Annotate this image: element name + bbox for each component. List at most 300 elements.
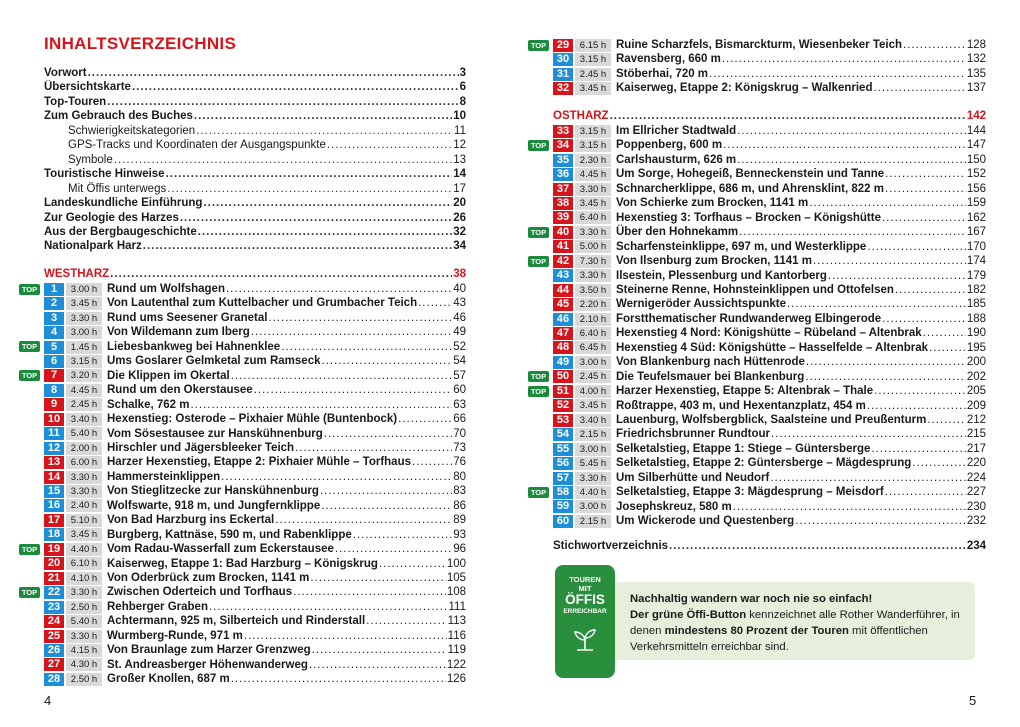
tour-duration: 3.30 h bbox=[575, 183, 611, 196]
tour-number: 42 bbox=[553, 255, 573, 268]
tour-row bbox=[44, 427, 466, 441]
tour-page: 52 bbox=[453, 340, 466, 353]
tour-name: Selketalstieg, Etappe 1: Stiege – Güntersberge bbox=[616, 442, 871, 455]
tour-page: 220 bbox=[966, 457, 986, 470]
toc-entry-page: 34 bbox=[453, 240, 466, 253]
tour-leader bbox=[324, 427, 452, 441]
tour-page: 57 bbox=[453, 369, 466, 382]
tour-leader bbox=[912, 456, 966, 470]
tour-row bbox=[44, 571, 466, 585]
tour-number: 17 bbox=[44, 514, 64, 527]
tour-duration: 4.40 h bbox=[575, 486, 611, 499]
toc-entry-row bbox=[44, 239, 466, 253]
tour-page: 205 bbox=[966, 385, 986, 398]
tour-leader bbox=[737, 124, 966, 138]
tour-row bbox=[21, 282, 466, 296]
tour-name: Von Oderbrück zum Brocken, 1141 m bbox=[107, 572, 310, 584]
toc-entry-label: GPS-Tracks und Koordinaten der Ausgangspunkte bbox=[68, 139, 326, 152]
tour-duration: 6.00 h bbox=[66, 456, 102, 469]
tour-number: 13 bbox=[44, 456, 64, 469]
tour-name: Ravensberg, 660 m bbox=[616, 53, 721, 66]
tour-page: 116 bbox=[447, 629, 466, 642]
tour-page: 73 bbox=[453, 441, 466, 454]
tour-duration: 6.10 h bbox=[66, 557, 102, 570]
tour-name: Von Wildemann zum Iberg bbox=[107, 326, 250, 339]
tour-duration: 3.15 h bbox=[575, 53, 611, 66]
tour-leader bbox=[268, 311, 452, 325]
tour-row bbox=[553, 413, 986, 427]
tour-page: 209 bbox=[966, 399, 986, 412]
tour-number: 47 bbox=[553, 327, 573, 340]
tour-leader bbox=[312, 643, 447, 657]
tour-name: Liebesbankweg bei Hahnenklee bbox=[107, 340, 281, 353]
tour-leader bbox=[231, 672, 446, 686]
tour-page: 232 bbox=[966, 515, 986, 528]
tour-leader bbox=[723, 138, 966, 152]
tour-page: 152 bbox=[966, 168, 986, 181]
tour-leader bbox=[867, 399, 966, 413]
tour-leader bbox=[379, 557, 446, 571]
tour-leader bbox=[709, 67, 966, 81]
tour-page: 126 bbox=[446, 673, 466, 686]
toc-entry-leader bbox=[327, 138, 452, 152]
tour-name: Josephskreuz, 580 m bbox=[616, 500, 732, 513]
tour-name: Harzer Hexenstieg, Etappe 2: Pixhaier Mühle – Torfhaus bbox=[107, 456, 411, 469]
tour-name: Ruine Scharzfels, Bismarckturm, Wiesenbeker Teich bbox=[616, 39, 903, 51]
tour-name: Von Lautenthal zum Kuttelbacher und Grumbacher Teich bbox=[107, 297, 418, 310]
tour-row bbox=[553, 283, 986, 297]
tour-number: 2 bbox=[44, 297, 64, 310]
badge-line-3: ÖFFIS bbox=[565, 592, 605, 607]
tour-row bbox=[21, 369, 466, 383]
info-headline: Nachhaltig wandern war noch nie so einfach! bbox=[630, 593, 873, 605]
tour-name: Über den Hohnekamm bbox=[616, 226, 739, 239]
tour-page: 202 bbox=[966, 370, 986, 383]
tour-number: 11 bbox=[44, 427, 64, 440]
tour-leader bbox=[882, 312, 966, 326]
toc-entry-row bbox=[44, 225, 466, 239]
top-tour-badge: TOP bbox=[19, 370, 40, 381]
tour-row bbox=[553, 399, 986, 413]
tour-number: 31 bbox=[553, 68, 573, 81]
tour-row bbox=[530, 384, 986, 398]
tour-leader bbox=[275, 513, 452, 527]
tour-leader bbox=[310, 571, 445, 585]
tour-duration: 3.40 h bbox=[575, 414, 611, 427]
tour-row bbox=[44, 412, 466, 426]
tour-leader bbox=[254, 383, 452, 397]
tour-duration: 2.45 h bbox=[66, 398, 102, 411]
tour-number: 10 bbox=[44, 413, 64, 426]
info-body-4: mit öffentlichen Verkehrsmitteln erreichbar sind. bbox=[630, 625, 928, 653]
tour-number: 41 bbox=[553, 240, 573, 253]
top-tour-badge: TOP bbox=[19, 544, 40, 555]
tour-number: 24 bbox=[44, 615, 64, 628]
tour-duration: 4.30 h bbox=[66, 658, 102, 671]
tour-name: Rund um den Okerstausee bbox=[107, 384, 253, 397]
tour-name: Die Klippen im Okertal bbox=[107, 369, 230, 382]
tour-leader bbox=[309, 658, 446, 672]
tour-row bbox=[530, 485, 986, 499]
westharz-heading-label: WESTHARZ bbox=[44, 268, 110, 280]
tour-page: 200 bbox=[966, 356, 986, 369]
tour-leader bbox=[874, 384, 966, 398]
tour-number: 19 bbox=[44, 543, 64, 556]
tour-number: 15 bbox=[44, 485, 64, 498]
tour-row bbox=[44, 383, 466, 397]
tour-name: Steinerne Renne, Hohnsteinklippen und Ottofelsen bbox=[616, 283, 894, 296]
tour-number: 46 bbox=[553, 313, 573, 326]
tour-row bbox=[553, 456, 986, 470]
tour-duration: 3.30 h bbox=[66, 471, 102, 484]
tour-page: 159 bbox=[966, 197, 986, 210]
tour-leader bbox=[806, 355, 966, 369]
oeffi-badge bbox=[555, 565, 615, 678]
tour-duration: 2.50 h bbox=[66, 673, 102, 686]
tour-page: 83 bbox=[453, 485, 466, 498]
toc-entry-page: 6 bbox=[459, 81, 466, 94]
tour-duration: 6.40 h bbox=[575, 327, 611, 340]
tour-leader bbox=[923, 326, 966, 340]
tour-duration: 5.40 h bbox=[66, 615, 102, 628]
index-page: 234 bbox=[966, 540, 986, 552]
tour-row bbox=[553, 196, 986, 210]
tour-duration: 3.00 h bbox=[66, 283, 102, 296]
tour-name: Wurmberg-Runde, 971 m bbox=[107, 629, 243, 642]
tour-name: Selketalstieg, Etappe 2: Güntersberge – Mägdesprung bbox=[616, 457, 912, 470]
tour-duration: 3.00 h bbox=[575, 500, 611, 513]
tour-leader bbox=[321, 499, 452, 513]
top-tour-badge: TOP bbox=[19, 341, 40, 352]
toc-entry-leader bbox=[180, 211, 452, 225]
tour-number: 18 bbox=[44, 528, 64, 541]
tour-page: 167 bbox=[966, 226, 986, 239]
tour-row bbox=[553, 427, 986, 441]
toc-entry-label: Mit Öffis unterwegs bbox=[68, 182, 167, 195]
page-number-right: 5 bbox=[969, 693, 977, 708]
tour-number: 49 bbox=[553, 356, 573, 369]
tour-leader bbox=[828, 269, 966, 283]
tour-number: 58 bbox=[553, 486, 573, 499]
tour-number: 50 bbox=[553, 370, 573, 383]
tour-row bbox=[44, 499, 466, 513]
tour-leader bbox=[895, 283, 966, 297]
toc-entry-leader bbox=[107, 95, 458, 109]
toc-entry-page: 26 bbox=[453, 211, 466, 224]
tour-duration: 2.50 h bbox=[66, 601, 102, 614]
tour-number: 5 bbox=[44, 341, 64, 354]
tour-page: 119 bbox=[447, 644, 466, 657]
tour-number: 38 bbox=[553, 197, 573, 210]
tour-duration: 6.40 h bbox=[575, 211, 611, 224]
tour-leader bbox=[209, 600, 448, 614]
tour-name: Rehberger Graben bbox=[107, 600, 208, 613]
tour-leader bbox=[871, 442, 965, 456]
toc-entry-page: 13 bbox=[453, 153, 466, 166]
tour-duration: 3.50 h bbox=[575, 284, 611, 297]
tour-duration: 4.45 h bbox=[66, 384, 102, 397]
tour-leader bbox=[873, 81, 965, 95]
toc-entry-label: Top-Touren bbox=[44, 95, 107, 108]
tour-name: Kaiserweg, Etappe 1: Bad Harzburg – Königskrug bbox=[107, 557, 378, 570]
tour-leader bbox=[771, 427, 966, 441]
tour-page: 93 bbox=[453, 528, 466, 541]
tour-name: Ilsestein, Plessenburg und Kantorberg bbox=[616, 269, 827, 282]
toc-entry-row bbox=[68, 124, 466, 138]
tour-duration: 4.40 h bbox=[66, 543, 102, 556]
tour-row bbox=[553, 312, 986, 326]
badge-line-2: MIT bbox=[578, 584, 592, 593]
tour-name: Schalke, 762 m bbox=[107, 398, 190, 411]
toc-entry-page: 17 bbox=[453, 182, 466, 195]
tour-duration: 2.00 h bbox=[66, 442, 102, 455]
tour-number: 14 bbox=[44, 471, 64, 484]
tour-number: 25 bbox=[44, 630, 64, 643]
tour-number: 23 bbox=[44, 601, 64, 614]
tour-number: 54 bbox=[553, 428, 573, 441]
index-leader bbox=[669, 539, 966, 553]
badge-line-4: ERREICHBAR bbox=[563, 608, 607, 615]
toc-entry-page: 11 bbox=[454, 124, 466, 137]
top-tour-badge: TOP bbox=[528, 40, 549, 51]
tour-row bbox=[530, 370, 986, 384]
tour-row bbox=[553, 167, 986, 181]
tour-leader bbox=[295, 441, 452, 455]
tour-row bbox=[44, 354, 466, 368]
tour-duration: 3.30 h bbox=[575, 226, 611, 239]
toc-entry-label: Aus der Bergbaugeschichte bbox=[44, 225, 197, 238]
tour-page: 70 bbox=[453, 427, 466, 440]
tour-row bbox=[44, 629, 466, 643]
tour-leader bbox=[418, 296, 452, 310]
tour-row bbox=[44, 557, 466, 571]
tour-name: Achtermann, 925 m, Silberteich und Rinderstall bbox=[107, 615, 366, 628]
tour-page: 182 bbox=[966, 283, 986, 296]
tour-name: Selketalstieg, Etappe 3: Mägdesprung – Meisdorf bbox=[616, 486, 884, 499]
tour-page: 40 bbox=[453, 283, 466, 295]
tour-row bbox=[553, 471, 986, 485]
tour-leader bbox=[251, 325, 452, 339]
tour-duration: 4.15 h bbox=[66, 644, 102, 657]
tour-number: 4 bbox=[44, 326, 64, 339]
tour-duration: 4.00 h bbox=[575, 385, 611, 398]
tour-duration: 2.20 h bbox=[575, 298, 611, 311]
tour-leader bbox=[882, 211, 966, 225]
toc-entry-label: Symbole bbox=[68, 153, 113, 166]
tour-number: 44 bbox=[553, 284, 573, 297]
toc-entry-page: 14 bbox=[453, 168, 466, 181]
toc-entry-label: Nationalpark Harz bbox=[44, 240, 142, 253]
tour-duration: 3.00 h bbox=[66, 326, 102, 339]
tour-page: 108 bbox=[446, 586, 466, 599]
toc-entry-label: Landeskundliche Einführung bbox=[44, 197, 203, 210]
tour-duration: 3.45 h bbox=[575, 399, 611, 412]
tour-leader bbox=[335, 542, 452, 556]
toc-entry-page: 3 bbox=[459, 67, 466, 79]
toc-entry-leader bbox=[198, 225, 452, 239]
tour-page: 105 bbox=[446, 572, 466, 584]
tour-leader bbox=[809, 196, 966, 210]
info-body bbox=[630, 607, 970, 655]
toc-entry-label: Touristische Hinweise bbox=[44, 168, 165, 181]
tour-number: 20 bbox=[44, 557, 64, 570]
tour-leader bbox=[398, 412, 452, 426]
ostharz-heading-leader bbox=[610, 109, 966, 123]
tour-row bbox=[553, 442, 986, 456]
tour-leader bbox=[221, 470, 452, 484]
tour-leader bbox=[885, 485, 966, 499]
tour-page: 128 bbox=[966, 39, 986, 51]
tour-name: Wolfswarte, 918 m, und Jungfernklippe bbox=[107, 499, 321, 512]
tour-page: 212 bbox=[966, 414, 986, 426]
top-tour-badge: TOP bbox=[19, 587, 40, 598]
toc-entry-label: Zur Geologie des Harzes bbox=[44, 211, 179, 224]
page-number-left: 4 bbox=[44, 693, 52, 708]
tour-row bbox=[44, 398, 466, 412]
tour-name: Um Wickerode und Questenberg bbox=[616, 515, 795, 528]
toc-entry-row bbox=[44, 95, 466, 109]
tour-number: 53 bbox=[553, 414, 573, 427]
tour-number: 37 bbox=[553, 183, 573, 196]
tour-duration: 3.45 h bbox=[66, 528, 102, 541]
tour-leader bbox=[320, 484, 452, 498]
tour-leader bbox=[733, 500, 966, 514]
tour-page: 150 bbox=[966, 153, 986, 166]
tour-duration: 5.10 h bbox=[66, 514, 102, 527]
toc-entry-row bbox=[44, 167, 466, 181]
top-tour-badge: TOP bbox=[528, 386, 549, 397]
tour-row bbox=[553, 341, 986, 355]
ostharz-heading-label: OSTHARZ bbox=[553, 110, 609, 122]
toc-entry-row bbox=[68, 153, 466, 167]
top-tour-badge: TOP bbox=[19, 284, 40, 295]
toc-entry-row bbox=[44, 211, 466, 225]
tour-number: 39 bbox=[553, 211, 573, 224]
index-label: Stichwortverzeichnis bbox=[553, 540, 669, 552]
tour-row bbox=[21, 542, 466, 556]
tour-page: 100 bbox=[446, 557, 466, 570]
toc-entry-label: Schwierigkeitskategorien bbox=[68, 124, 196, 137]
tour-row bbox=[44, 600, 466, 614]
tour-name: Harzer Hexenstieg, Etappe 5: Altenbrak – Thale bbox=[616, 385, 874, 398]
info-body-1: Der grüne Öffi-Button bbox=[630, 609, 747, 621]
tour-number: 22 bbox=[44, 586, 64, 599]
tour-row bbox=[44, 484, 466, 498]
tour-number: 55 bbox=[553, 443, 573, 456]
tour-name: Von Ilsenburg zum Brocken, 1141 m bbox=[616, 255, 812, 268]
tour-name: Die Teufelsmauer bei Blankenburg bbox=[616, 370, 805, 383]
tour-duration: 3.15 h bbox=[66, 355, 102, 368]
tour-number: 7 bbox=[44, 369, 64, 382]
tour-duration: 2.15 h bbox=[575, 428, 611, 441]
tour-duration: 3.45 h bbox=[575, 197, 611, 210]
toc-entry-page: 8 bbox=[459, 95, 466, 108]
tour-number: 6 bbox=[44, 355, 64, 368]
tour-page: 170 bbox=[966, 240, 986, 253]
toc-entry-leader bbox=[88, 66, 459, 80]
tour-page: 179 bbox=[966, 269, 986, 282]
tour-name: Schnarcherklippe, 686 m, und Ahrensklint, 822 m bbox=[616, 182, 884, 195]
tour-page: 190 bbox=[966, 327, 986, 340]
tour-leader bbox=[293, 585, 446, 599]
tour-duration: 5.45 h bbox=[575, 457, 611, 470]
tour-name: Friedrichsbrunner Rundtour bbox=[616, 428, 770, 441]
tour-name: Von Bad Harzburg ins Eckertal bbox=[107, 514, 275, 527]
tour-name: Wernigeröder Aussichtspunkte bbox=[616, 298, 786, 311]
tour-leader bbox=[412, 455, 452, 469]
toc-entry-row bbox=[68, 182, 466, 196]
tour-leader bbox=[231, 369, 453, 383]
tour-name: Forstthematischer Rundwanderweg Elbingerode bbox=[616, 312, 882, 325]
tour-number: 16 bbox=[44, 499, 64, 512]
tour-page: 135 bbox=[966, 67, 986, 80]
tour-row bbox=[530, 138, 986, 152]
tour-row bbox=[553, 52, 986, 66]
tour-row bbox=[553, 326, 986, 340]
tour-row bbox=[553, 500, 986, 514]
tour-number: 21 bbox=[44, 572, 64, 585]
top-tour-badge: TOP bbox=[528, 227, 549, 238]
tour-leader bbox=[244, 629, 447, 643]
tour-leader bbox=[226, 282, 452, 296]
info-body-2: kennzeichnet alle Rother Wanderführer, in denen bbox=[630, 609, 960, 637]
tour-number: 3 bbox=[44, 312, 64, 325]
tour-duration: 1.45 h bbox=[66, 341, 102, 354]
tour-page: 89 bbox=[453, 514, 466, 527]
toc-entry-leader bbox=[194, 109, 452, 123]
tour-row bbox=[21, 585, 466, 599]
badge-line-1: TOUREN bbox=[569, 575, 601, 584]
tour-leader bbox=[722, 52, 966, 66]
top-tour-badge: TOP bbox=[528, 487, 549, 498]
tour-page: 111 bbox=[448, 600, 466, 613]
tour-page: 63 bbox=[453, 398, 466, 411]
tour-name: Carlshausturm, 626 m bbox=[616, 153, 737, 166]
toc-entry-leader bbox=[167, 182, 452, 196]
info-text bbox=[630, 591, 970, 655]
tour-number: 45 bbox=[553, 298, 573, 311]
toc-entry-page: 20 bbox=[453, 197, 466, 210]
toc-entry-row bbox=[44, 80, 466, 94]
tour-name: Ums Goslarer Gelmketal zum Ramseck bbox=[107, 355, 321, 368]
toc-entry-row bbox=[44, 66, 466, 80]
tour-row bbox=[44, 528, 466, 542]
tour-duration: 4.10 h bbox=[66, 572, 102, 585]
tour-name: Hexenstieg 4 Nord: Königshütte – Rübeland – Altenbrak bbox=[616, 327, 922, 340]
tour-page: 174 bbox=[966, 255, 986, 268]
tour-name: Von Schierke zum Brocken, 1141 m bbox=[616, 197, 809, 210]
tour-page: 147 bbox=[966, 139, 986, 152]
tour-page: 49 bbox=[453, 326, 466, 339]
tour-number: 35 bbox=[553, 154, 573, 167]
tour-duration: 3.00 h bbox=[575, 356, 611, 369]
tour-leader bbox=[795, 514, 966, 528]
ostharz-heading-row bbox=[553, 109, 986, 123]
tour-number: 8 bbox=[44, 384, 64, 397]
westharz-heading-row bbox=[44, 267, 466, 281]
tour-leader bbox=[867, 240, 966, 254]
tour-leader bbox=[805, 370, 966, 384]
tour-name: Zwischen Oderteich und Torfhaus bbox=[107, 586, 293, 599]
tour-duration: 2.10 h bbox=[575, 313, 611, 326]
tour-row bbox=[44, 513, 466, 527]
tour-page: 80 bbox=[453, 470, 466, 483]
tour-page: 156 bbox=[966, 182, 986, 195]
tour-row bbox=[553, 81, 986, 95]
tour-name: Scharfensteinklippe, 697 m, und Westerklippe bbox=[616, 240, 867, 253]
tour-number: 29 bbox=[553, 39, 573, 52]
toc-entry-leader bbox=[203, 196, 452, 210]
